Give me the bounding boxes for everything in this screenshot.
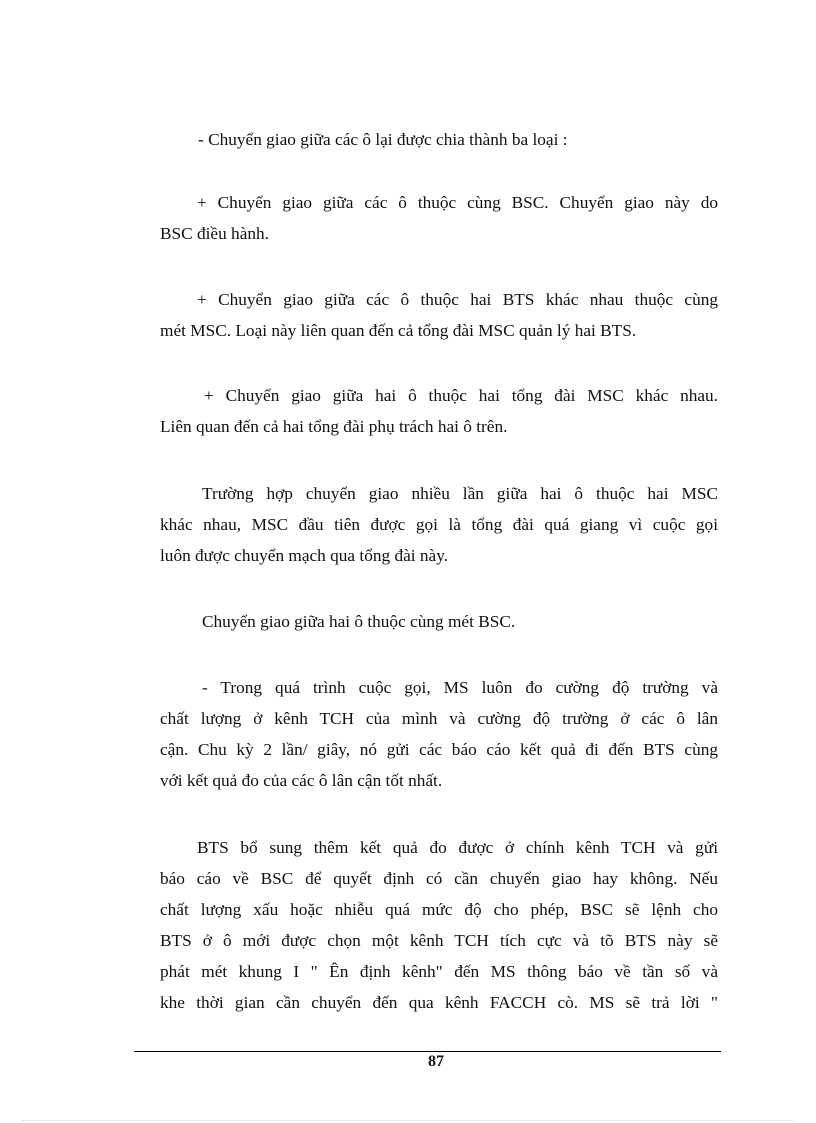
text-line: Trường hợp chuyển giao nhiều lần giữa hai ô thuộc hai MSC xyxy=(202,484,718,503)
text-line: chất lượng ở kênh TCH của mình và cường độ trường ở các ô lân xyxy=(160,709,718,728)
paragraph xyxy=(160,124,718,155)
text-line: BSC điều hành. xyxy=(160,224,269,243)
paragraph xyxy=(160,478,718,571)
text-line: + Chuyển giao giữa các ô thuộc cùng BSC. Chuyển giao này do xyxy=(197,193,718,212)
text-line: + Chuyển giao giữa các ô thuộc hai BTS khác nhau thuộc cùng xyxy=(197,290,718,309)
text-line: BTS bổ sung thêm kết quả đo được ở chính kênh TCH và gửi xyxy=(197,838,718,857)
text-line: phát mét khung I " Ên định kênh" đến MS thông báo về tần số và xyxy=(160,962,718,981)
text-line: + Chuyển giao giữa hai ô thuộc hai tổng đài MSC khác nhau. xyxy=(204,386,718,405)
paragraph xyxy=(160,284,718,346)
text-line: cận. Chu kỳ 2 lần/ giây, nó gửi các báo cáo kết quả đi đến BTS cùng xyxy=(160,740,718,759)
text-line: Liên quan đến cả hai tổng đài phụ trách hai ô trên. xyxy=(160,417,508,436)
paragraph xyxy=(160,672,718,796)
text-line: - Trong quá trình cuộc gọi, MS luôn đo cường độ trường và xyxy=(202,678,718,697)
text-line: luôn được chuyển mạch qua tổng đài này. xyxy=(160,546,449,565)
text-line: báo cáo về BSC để quyết định có cần chuyển giao hay không. Nếu xyxy=(160,869,718,888)
paragraph xyxy=(160,187,718,249)
text-line: với kết quả đo của các ô lân cận tốt nhất. xyxy=(160,771,443,790)
page-number: 87 xyxy=(428,1053,444,1070)
text-line: - Chuyển giao giữa các ô lại được chia thành ba loại : xyxy=(198,130,568,149)
footer-divider xyxy=(134,1051,721,1052)
text-line: BTS ở ô mới được chọn một kênh TCH tích cực và tõ BTS này sẽ xyxy=(160,931,718,950)
text-line: chất lượng xấu hoặc nhiễu quá mức độ cho phép, BSC sẽ lệnh cho xyxy=(160,900,718,919)
paragraph xyxy=(160,606,718,637)
paragraph xyxy=(160,832,718,1018)
text-line: khe thời gian cần chuyển đến qua kênh FACCH cò. MS sẽ trả lời " xyxy=(160,993,718,1012)
text-line: khác nhau, MSC đầu tiên được gọi là tổng đài quá giang vì cuộc gọi xyxy=(160,515,718,534)
paragraph xyxy=(160,380,718,442)
page-bottom-border xyxy=(22,1120,794,1121)
text-line: mét MSC. Loại này liên quan đến cả tổng đài MSC quản lý hai BTS. xyxy=(160,321,637,340)
text-line: Chuyển giao giữa hai ô thuộc cùng mét BSC. xyxy=(202,612,516,631)
